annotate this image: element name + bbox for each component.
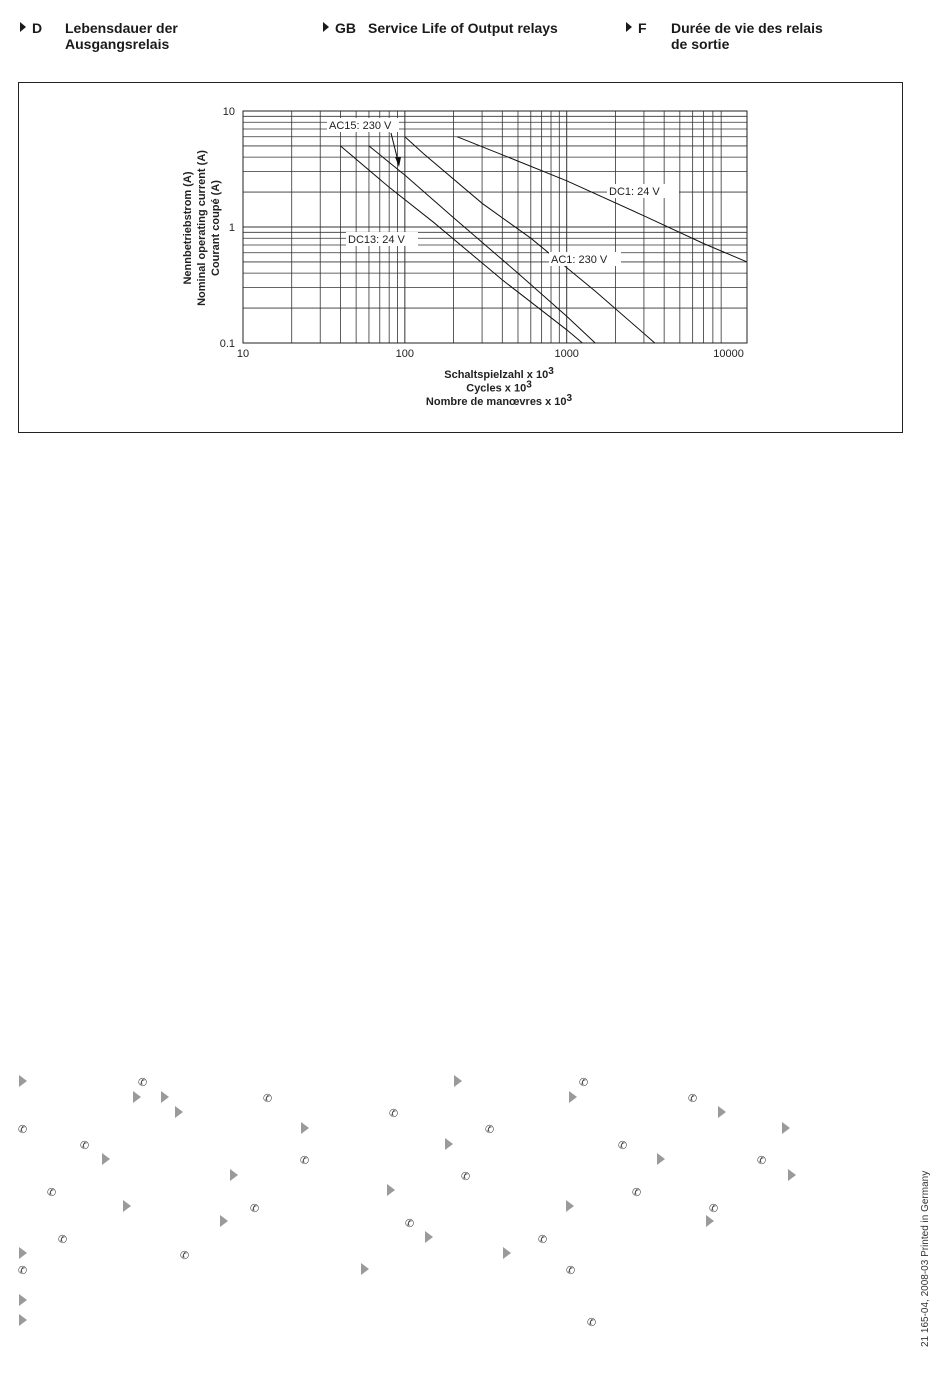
residual-triangle-mark xyxy=(220,1215,228,1227)
residual-triangle-mark xyxy=(569,1091,577,1103)
residual-triangle-mark xyxy=(387,1184,395,1196)
phone-icon: ✆ xyxy=(263,1092,273,1105)
phone-icon: ✆ xyxy=(47,1186,57,1199)
phone-icon: ✆ xyxy=(18,1123,28,1136)
lang-code-fr: F xyxy=(638,20,647,36)
residual-triangle-mark xyxy=(788,1169,796,1181)
phone-icon: ✆ xyxy=(180,1249,190,1262)
residual-triangle-mark xyxy=(161,1091,169,1103)
residual-triangle-mark xyxy=(361,1263,369,1275)
phone-icon: ✆ xyxy=(250,1202,260,1215)
phone-icon: ✆ xyxy=(587,1316,597,1329)
residual-triangle-mark xyxy=(454,1075,462,1087)
header-de xyxy=(20,20,178,52)
residual-triangle-mark xyxy=(19,1247,27,1259)
series-label: AC15: 230 V xyxy=(329,120,392,132)
x-tick-label: 1000 xyxy=(554,348,579,360)
phone-icon: ✆ xyxy=(579,1076,589,1089)
series-label: DC13: 24 V xyxy=(348,234,405,246)
phone-icon: ✆ xyxy=(632,1186,642,1199)
header-fr xyxy=(626,20,823,52)
residual-triangle-mark xyxy=(425,1231,433,1243)
phone-icon: ✆ xyxy=(757,1154,767,1167)
x-axis-label: Schaltspielzahl x 103 xyxy=(444,366,554,381)
x-axis-label: Cycles x 103 xyxy=(466,379,532,395)
residual-triangle-mark xyxy=(706,1215,714,1227)
phone-icon: ✆ xyxy=(405,1217,415,1230)
series-line xyxy=(405,137,655,343)
y-axis-label: Nennbetriebstrom (A) xyxy=(182,171,194,285)
header-de-line1: Lebensdauer der xyxy=(65,20,178,36)
service-life-chart xyxy=(19,83,902,432)
x-axis-label: Nombre de manœvres x 103 xyxy=(425,393,573,408)
chart-frame xyxy=(18,82,903,433)
residual-triangle-mark xyxy=(566,1200,574,1212)
phone-icon: ✆ xyxy=(485,1123,495,1136)
x-tick-label: 100 xyxy=(395,348,415,360)
residual-triangle-mark xyxy=(230,1169,238,1181)
header-gb-line1: Service Life of Output relays xyxy=(368,20,558,36)
residual-triangle-mark xyxy=(175,1106,183,1118)
series-label: DC1: 24 V xyxy=(609,186,660,198)
header-fr-title xyxy=(671,20,823,52)
footer-print-note: 21 165-04, 2008-03 Printed in Germany xyxy=(920,1170,931,1347)
phone-icon: ✆ xyxy=(58,1233,68,1246)
y-axis-label: Nominal operating current (A) xyxy=(196,150,208,306)
phone-icon: ✆ xyxy=(18,1264,28,1277)
arrow-right-icon xyxy=(626,22,632,32)
residual-triangle-mark xyxy=(102,1153,110,1165)
residual-triangle-mark xyxy=(301,1122,309,1134)
residual-triangle-mark xyxy=(123,1200,131,1212)
header-gb-title xyxy=(368,20,558,36)
phone-icon: ✆ xyxy=(138,1076,148,1089)
residual-triangle-mark xyxy=(657,1153,665,1165)
x-tick-label: 10 xyxy=(236,348,250,360)
phone-icon: ✆ xyxy=(389,1107,399,1120)
phone-icon: ✆ xyxy=(300,1154,310,1167)
phone-icon: ✆ xyxy=(688,1092,698,1105)
phone-icon: ✆ xyxy=(618,1139,628,1152)
y-tick-label: 0.1 xyxy=(219,338,235,350)
header-fr-line2: de sortie xyxy=(671,36,730,52)
header-gb xyxy=(323,20,558,36)
residual-triangle-mark xyxy=(503,1247,511,1259)
x-tick-label: 10000 xyxy=(713,348,744,360)
y-axis-label: Courant coupé (A) xyxy=(210,180,222,276)
residual-triangle-mark xyxy=(445,1138,453,1150)
lang-code-de: D xyxy=(32,20,43,36)
arrow-right-icon xyxy=(20,22,26,32)
residual-triangle-mark xyxy=(133,1091,141,1103)
phone-icon: ✆ xyxy=(566,1264,576,1277)
residual-triangle-mark xyxy=(718,1106,726,1118)
phone-icon: ✆ xyxy=(709,1202,719,1215)
series-label: AC1: 230 V xyxy=(551,254,608,266)
header-de-line2: Ausgangsrelais xyxy=(65,36,170,52)
header-de-title xyxy=(65,20,178,52)
residual-triangle-mark xyxy=(19,1075,27,1087)
header-fr-line1: Durée de vie des relais xyxy=(671,20,823,36)
residual-triangle-mark xyxy=(782,1122,790,1134)
lang-code-gb: GB xyxy=(335,20,356,36)
arrow-right-icon xyxy=(323,22,329,32)
y-tick-label: 10 xyxy=(222,106,235,118)
annotation-arrow-head xyxy=(395,157,401,167)
y-tick-label: 1 xyxy=(228,222,235,234)
residual-triangle-mark xyxy=(19,1294,27,1306)
residual-triangle-mark xyxy=(19,1314,27,1326)
phone-icon: ✆ xyxy=(461,1170,471,1183)
phone-icon: ✆ xyxy=(538,1233,548,1246)
phone-icon: ✆ xyxy=(80,1139,90,1152)
